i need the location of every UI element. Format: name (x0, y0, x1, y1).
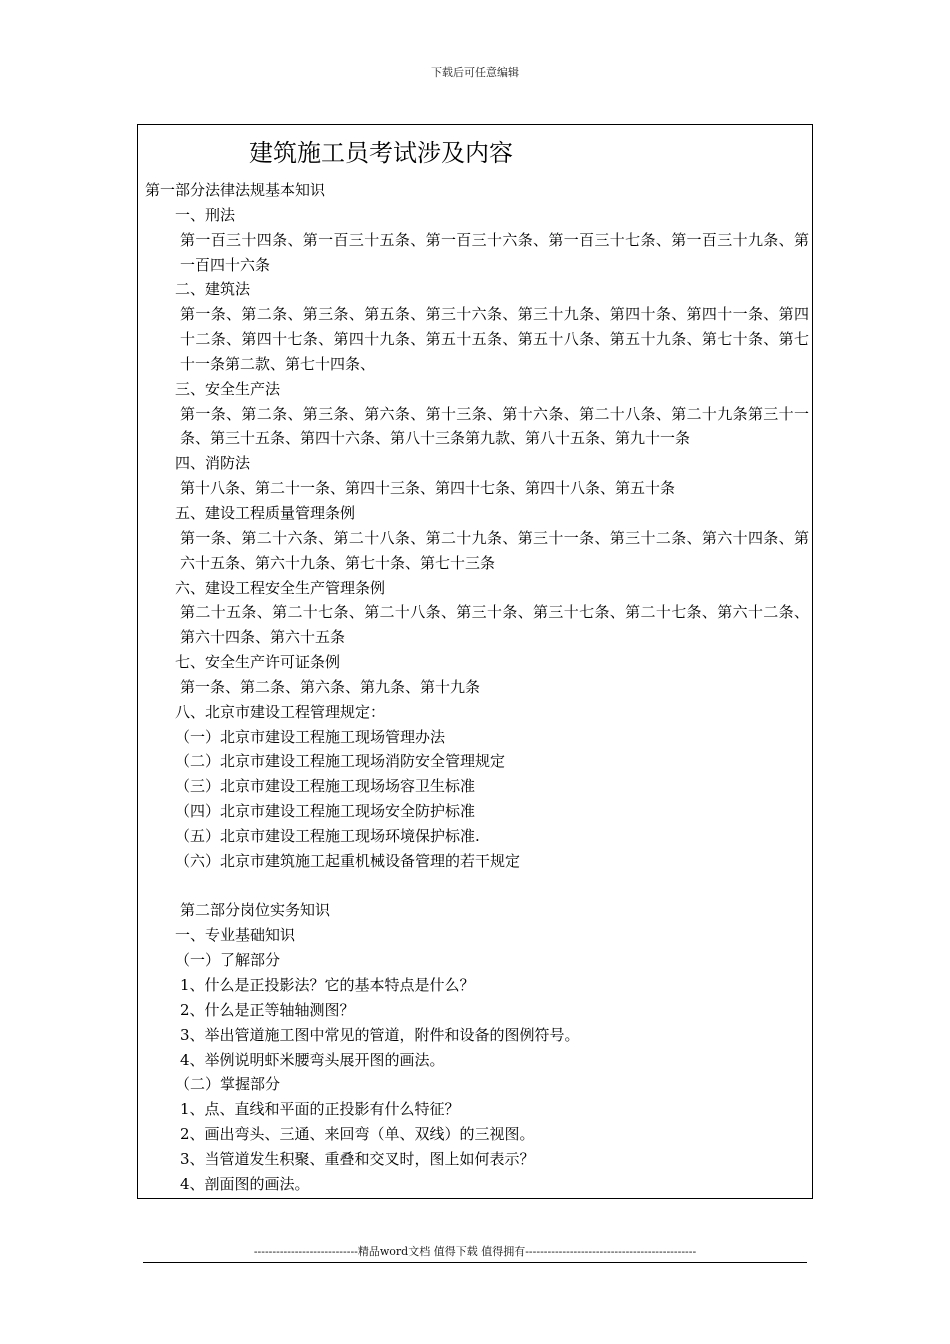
section-heading-quality-regulation: 五、建设工程质量管理条例 (175, 503, 356, 522)
document-frame (137, 124, 813, 1199)
list-item: （二）北京市建设工程施工现场消防安全管理规定 (175, 752, 506, 771)
section-text-license-regulation: 第一条、第二条、第六条、第九条、第十九条 (180, 677, 481, 696)
subsection-heading-basics: 一、专业基础知识 (175, 926, 296, 945)
section-text-quality-regulation: 第一条、第二十六条、第二十八条、第二十九条、第三十一条、第三十二条、第六十四条、第六十五条、第六十九条、第七十条、第七十三条 (180, 528, 809, 572)
group-heading-master: （二）掌握部分 (175, 1075, 281, 1094)
page-footer-note: ----------------------------精品word文档 值得下载 值得拥有---------------------------------------------- (253, 1245, 697, 1258)
list-item: （一）北京市建设工程施工现场管理办法 (175, 727, 446, 746)
list-item: 2、什么是正等轴轴测图？ (180, 1000, 355, 1019)
section-text-safety-regulation: 第二十五条、第二十七条、第二十八条、第三十条、第三十七条、第二十七条、第六十二条、第六十四条、第六十五条 (180, 603, 809, 647)
list-item: 3、举出管道施工图中常见的管道，附件和设备的图例符号。 (180, 1025, 580, 1044)
section-heading-criminal-law: 一、刑法 (175, 205, 236, 224)
document-body (145, 133, 809, 1197)
document-title: 建筑施工员考试涉及内容 (249, 139, 513, 167)
section-heading-beijing-rules: 八、北京市建设工程管理规定： (175, 702, 386, 721)
page-header-note: 下载后可任意编辑 (431, 66, 519, 79)
list-item: 4、举例说明虾米腰弯头展开图的画法。 (180, 1050, 445, 1069)
section-heading-fire-law: 四、消防法 (175, 454, 251, 473)
list-item: 4、剖面图的画法。 (180, 1174, 310, 1193)
section-heading-license-regulation: 七、安全生产许可证条例 (175, 653, 341, 672)
list-item: （四）北京市建设工程施工现场安全防护标准 (175, 802, 476, 821)
section-text-criminal-law: 第一百三十四条、第一百三十五条、第一百三十六条、第一百三十七条、第一百三十九条、第一百四十六条 (180, 230, 809, 274)
footer-divider (143, 1262, 807, 1263)
list-item: （三）北京市建设工程施工现场场容卫生标准 (175, 777, 476, 796)
part1-heading: 第一部分法律法规基本知识 (145, 181, 326, 199)
blank-line (145, 874, 809, 899)
list-item: （六）北京市建筑施工起重机械设备管理的若干规定 (175, 851, 521, 870)
group-heading-understand: （一）了解部分 (175, 951, 281, 970)
section-heading-safety-regulation: 六、建设工程安全生产管理条例 (175, 578, 386, 597)
list-item: 1、什么是正投影法？它的基本特点是什么？ (180, 976, 475, 994)
section-text-safety-law: 第一条、第二条、第三条、第六条、第十三条、第十六条、第二十八条、第二十九条第三十一条、第三十五条、第四十六条、第八十三条第九款、第八十五条、第九十一条 (180, 404, 809, 448)
list-item: 3、当管道发生积聚、重叠和交叉时，图上如何表示？ (180, 1149, 535, 1168)
section-heading-safety-law: 三、安全生产法 (175, 379, 281, 398)
section-heading-construction-law: 二、建筑法 (175, 280, 251, 299)
list-item: （五）北京市建设工程施工现场环境保护标准. (175, 826, 480, 845)
section-text-fire-law: 第十八条、第二十一条、第四十三条、第四十七条、第四十八条、第五十条 (180, 479, 676, 498)
part2-heading: 第二部分岗位实务知识 (180, 901, 331, 920)
list-item: 2、画出弯头、三通、来回弯（单、双线）的三视图。 (180, 1125, 535, 1144)
section-text-construction-law: 第一条、第二条、第三条、第五条、第三十六条、第三十九条、第四十条、第四十一条、第四十二条、第四十七条、第四十九条、第五十五条、第五十八条、第五十九条、第七十条、第七十一条第二款、第七十四条、 (180, 305, 809, 373)
list-item: 1、点、直线和平面的正投影有什么特征？ (180, 1100, 460, 1119)
